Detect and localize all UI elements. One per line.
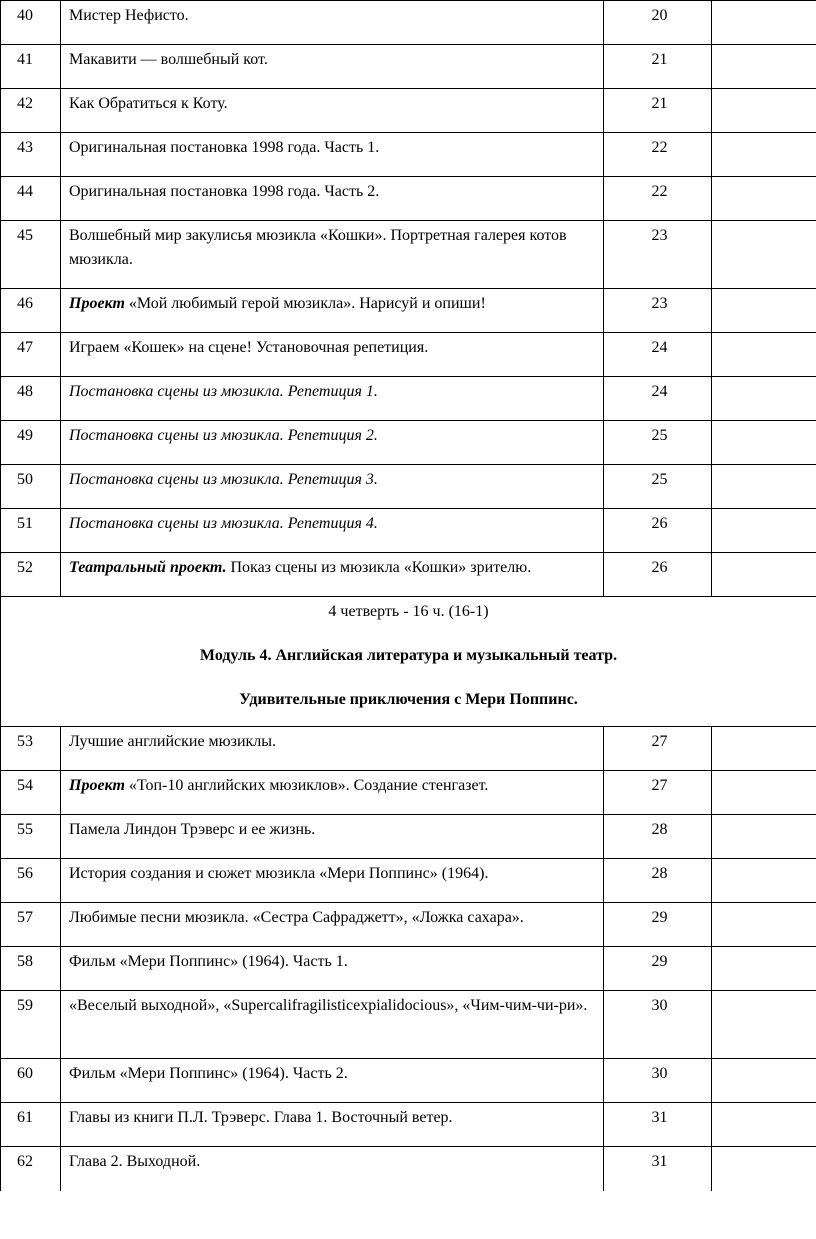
lesson-topic [61, 421, 604, 465]
table-row [1, 947, 816, 991]
lesson-number: 55 [1, 815, 61, 859]
lesson-topic [61, 1059, 604, 1103]
empty-cell [712, 45, 816, 89]
lesson-week: 25 [604, 421, 712, 465]
lesson-number: 62 [1, 1147, 61, 1191]
lesson-week: 23 [604, 289, 712, 333]
lesson-week: 22 [604, 177, 712, 221]
lesson-week: 30 [604, 991, 712, 1059]
topic-text: «Веселый выходной», «Supercalifragilisticexpialidocious», «Чим-чим-чи-ри». [69, 997, 588, 1014]
lesson-week: 21 [604, 89, 712, 133]
lesson-number: 59 [1, 991, 61, 1059]
topic-text: «Мой любимый герой мюзикла». Нарисуй и опиши! [124, 295, 486, 312]
topic-emphasis: Проект [69, 295, 125, 312]
lesson-week: 24 [604, 377, 712, 421]
lesson-number: 51 [1, 509, 61, 553]
lesson-week: 29 [604, 947, 712, 991]
lesson-week: 26 [604, 553, 712, 597]
empty-cell [712, 1147, 816, 1191]
table-row [1, 1, 816, 45]
table-row [1, 727, 816, 771]
topic-text: Мистер Нефисто. [69, 7, 189, 24]
lesson-number: 61 [1, 1103, 61, 1147]
quarter-heading: 4 четверть - 16 ч. (16-1) [328, 603, 489, 620]
lesson-number: 43 [1, 133, 61, 177]
table-row [1, 377, 816, 421]
lesson-number: 49 [1, 421, 61, 465]
topic-text: Волшебный мир закулисья мюзикла «Кошки». Портретная галерея котов мюзикла. [69, 227, 567, 268]
table-row [1, 509, 816, 553]
empty-cell [712, 903, 816, 947]
topic-text: Памела Линдон Трэверс и ее жизнь. [69, 821, 316, 838]
lesson-number: 48 [1, 377, 61, 421]
table-row [1, 903, 816, 947]
lesson-number: 44 [1, 177, 61, 221]
table-row [1, 289, 816, 333]
lesson-week: 28 [604, 859, 712, 903]
table-row [1, 465, 816, 509]
empty-cell [712, 89, 816, 133]
lesson-topic [61, 947, 604, 991]
topic-text: История создания и сюжет мюзикла «Мери Поппинс» (1964). [69, 865, 489, 882]
lesson-week: 30 [604, 1059, 712, 1103]
table-row [1, 333, 816, 377]
topic-text: Как Обратиться к Коту. [69, 95, 228, 112]
table-row [1, 177, 816, 221]
topic-text: Оригинальная постановка 1998 года. Часть 2. [69, 183, 380, 200]
lesson-topic [61, 509, 604, 553]
table-row [1, 1103, 816, 1147]
topic-text: Показ сцены из мюзикла «Кошки» зрителю. [226, 559, 532, 576]
empty-cell [712, 947, 816, 991]
topic-text: Глава 2. Выходной. [69, 1153, 201, 1170]
empty-cell [712, 1059, 816, 1103]
lesson-number: 56 [1, 859, 61, 903]
lesson-topic [61, 45, 604, 89]
lesson-topic [61, 89, 604, 133]
lesson-week: 27 [604, 771, 712, 815]
topic-text: Постановка сцены из мюзикла. Репетиция 1. [69, 383, 378, 400]
lesson-topic [61, 859, 604, 903]
empty-cell [712, 465, 816, 509]
table-row [1, 421, 816, 465]
table-row [1, 771, 816, 815]
lesson-topic [61, 991, 604, 1059]
table-row [1, 1147, 816, 1191]
table-row [1, 221, 816, 289]
lesson-topic [61, 1103, 604, 1147]
lesson-number: 53 [1, 727, 61, 771]
topic-text: «Топ-10 английских мюзиклов». Создание стенгазет. [124, 777, 489, 794]
lesson-topic [61, 465, 604, 509]
lesson-number: 52 [1, 553, 61, 597]
lesson-number: 54 [1, 771, 61, 815]
empty-cell [712, 1103, 816, 1147]
module-subtitle: Удивительные приключения с Мери Поппинс. [239, 691, 578, 708]
empty-cell [712, 771, 816, 815]
lesson-week: 21 [604, 45, 712, 89]
table-row [1, 815, 816, 859]
lesson-number: 57 [1, 903, 61, 947]
topic-text: Фильм «Мери Поппинс» (1964). Часть 1. [69, 953, 348, 970]
table-row [1, 553, 816, 597]
topic-text: Играем «Кошек» на сцене! Установочная репетиция. [69, 339, 429, 356]
lesson-week: 31 [604, 1103, 712, 1147]
topic-text: Фильм «Мери Поппинс» (1964). Часть 2. [69, 1065, 348, 1082]
lesson-topic [61, 553, 604, 597]
lesson-topic [61, 133, 604, 177]
lesson-number: 45 [1, 221, 61, 289]
empty-cell [712, 289, 816, 333]
topic-text: Постановка сцены из мюзикла. Репетиция 4. [69, 515, 378, 532]
table-body-top [1, 1, 816, 597]
section-body [1, 597, 816, 727]
lesson-number: 50 [1, 465, 61, 509]
section-header-row [1, 597, 816, 727]
empty-cell [712, 133, 816, 177]
module-heading: Модуль 4. Английская литература и музыкальный театр. [199, 647, 618, 664]
topic-text: Главы из книги П.Л. Трэверс. Глава 1. Восточный ветер. [69, 1109, 453, 1126]
lesson-week: 25 [604, 465, 712, 509]
lesson-week: 20 [604, 1, 712, 45]
lesson-week: 22 [604, 133, 712, 177]
lesson-number: 46 [1, 289, 61, 333]
empty-cell [712, 553, 816, 597]
lesson-topic [61, 177, 604, 221]
topic-text: Макавити — волшебный кот. [69, 51, 268, 68]
empty-cell [712, 333, 816, 377]
table-row [1, 1059, 816, 1103]
empty-cell [712, 421, 816, 465]
lesson-topic [61, 221, 604, 289]
empty-cell [712, 727, 816, 771]
lesson-topic [61, 1147, 604, 1191]
lesson-number: 58 [1, 947, 61, 991]
lesson-number: 47 [1, 333, 61, 377]
lesson-topic [61, 815, 604, 859]
topic-emphasis: Проект [69, 777, 125, 794]
topic-text: Постановка сцены из мюзикла. Репетиция 2. [69, 427, 378, 444]
table-row [1, 89, 816, 133]
empty-cell [712, 177, 816, 221]
lesson-week: 26 [604, 509, 712, 553]
topic-text: Лучшие английские мюзиклы. [69, 733, 277, 750]
empty-cell [712, 509, 816, 553]
empty-cell [712, 377, 816, 421]
lesson-topic [61, 333, 604, 377]
empty-cell [712, 991, 816, 1059]
table-row [1, 45, 816, 89]
topic-text: Оригинальная постановка 1998 года. Часть 1. [69, 139, 380, 156]
lesson-number: 60 [1, 1059, 61, 1103]
lesson-week: 29 [604, 903, 712, 947]
table-row [1, 859, 816, 903]
lesson-topic [61, 771, 604, 815]
topic-emphasis: Театральный проект. [69, 559, 227, 576]
lesson-topic [61, 727, 604, 771]
empty-cell [712, 221, 816, 289]
lesson-week: 31 [604, 1147, 712, 1191]
lesson-number: 40 [1, 1, 61, 45]
lesson-topic [61, 903, 604, 947]
table-row [1, 991, 816, 1059]
empty-cell [712, 859, 816, 903]
lesson-topic [61, 1, 604, 45]
lesson-number: 42 [1, 89, 61, 133]
lesson-number: 41 [1, 45, 61, 89]
lesson-week: 28 [604, 815, 712, 859]
topic-text: Любимые песни мюзикла. «Сестра Сафраджетт», «Ложка сахара». [69, 909, 524, 926]
section-header-cell [1, 597, 816, 727]
lesson-topic [61, 289, 604, 333]
topic-text: Постановка сцены из мюзикла. Репетиция 3. [69, 471, 378, 488]
table-row [1, 133, 816, 177]
table-body-bottom [1, 727, 816, 1191]
lesson-week: 24 [604, 333, 712, 377]
empty-cell [712, 815, 816, 859]
lesson-week: 27 [604, 727, 712, 771]
lesson-topic [61, 377, 604, 421]
empty-cell [712, 1, 816, 45]
lesson-week: 23 [604, 221, 712, 289]
